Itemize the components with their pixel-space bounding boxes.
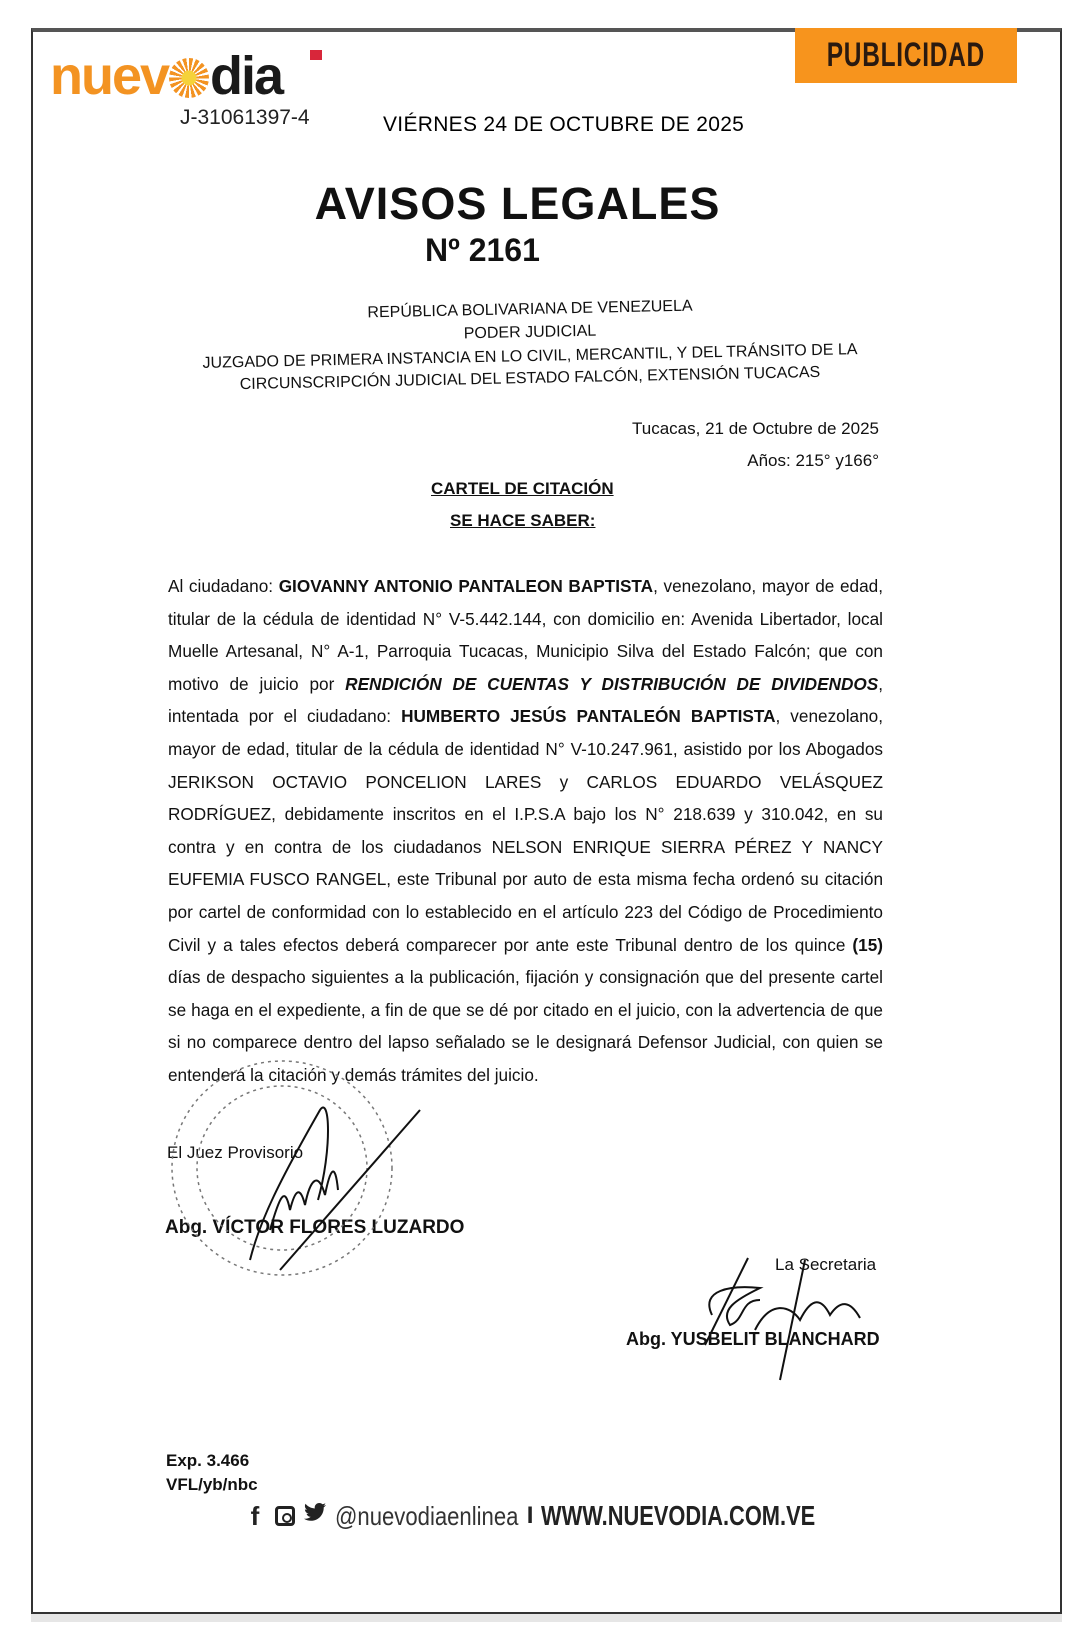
footer-separator: I — [526, 1502, 534, 1529]
body-segment: , venezolano, mayor de edad, titular de la cédula de identidad N° V-5.442.144, con domicilio en: Avenida Libertador, local Muelle Artesanal, N° A-1, Parroquia Tucacas, Municipio Silva del Estado Falcón; que con motivo de juicio por — [168, 576, 884, 694]
court-header-line-2: PODER JUDICIAL — [463, 322, 597, 343]
court-header-line-4: CIRCUNSCRIPCIÓN JUDICIAL DEL ESTADO FALCÓN, EXTENSIÓN TUCACAS — [239, 363, 821, 394]
plaintiff-name: HUMBERTO JESÚS PANTALEÓN BAPTISTA — [401, 706, 776, 727]
website-link[interactable]: WWW.NUEVODIA.COM.VE — [541, 1500, 816, 1531]
frame-shadow — [31, 1614, 1062, 1622]
instagram-icon[interactable] — [275, 1506, 295, 1526]
judge-role: El Juez Provisorio — [167, 1143, 304, 1162]
notice-number: Nº 2161 — [425, 232, 540, 268]
body-segment: Al ciudadano: — [168, 576, 279, 596]
notice-title: CARTEL DE CITACIÓN — [431, 479, 614, 498]
judge-name: Abg. VÍCTOR FLORES LUZARDO — [165, 1217, 465, 1238]
section-badge — [795, 28, 1017, 83]
footer — [243, 1500, 893, 1532]
years-line: Años: 215° y166° — [747, 451, 879, 470]
logo-text-part1: nuev — [50, 46, 169, 106]
company-rif: J-31061397-4 — [180, 106, 310, 129]
defendant-name: GIOVANNY ANTONIO PANTALEON BAPTISTA — [278, 576, 654, 596]
publication-date: VIÉRNES 24 DE OCTUBRE DE 2025 — [383, 113, 745, 136]
place-date: Tucacas, 21 de Octubre de 2025 — [632, 419, 879, 438]
logo-red-accent — [310, 50, 322, 60]
sun-icon — [169, 58, 209, 98]
court-header-line-3: JUZGADO DE PRIMERA INSTANCIA EN LO CIVIL, MERCANTIL, Y DEL TRÁNSITO DE LA — [202, 341, 858, 372]
court-header-line-1: REPÚBLICA BOLIVARIANA DE VENEZUELA — [367, 297, 693, 322]
case-type: RENDICIÓN DE CUENTAS Y DISTRIBUCIÓN DE DIVIDENDOS — [345, 673, 879, 694]
section-title: AVISOS LEGALES — [314, 178, 721, 229]
file-initials: VFL/yb/nbc — [166, 1475, 258, 1494]
days-count: (15) — [852, 934, 883, 955]
body-segment: días de despacho siguientes a la publicación, fijación y consignación que del presente cartel se haga en el expediente, a fin de que se dé por citado en el juicio, con la advertencia de que si no comparece dentro del lapso señalado se le designará Defensor Judicial, con quien se entenderá la citación y demás trámites del juicio. — [168, 967, 883, 1085]
notice-body — [168, 570, 883, 1092]
logo-text-part2: dia — [210, 46, 283, 106]
facebook-icon[interactable]: f — [250, 1500, 260, 1531]
notice-subtitle: SE HACE SABER: — [450, 511, 596, 530]
file-number: Exp. 3.466 — [166, 1451, 250, 1470]
section-badge-label: PUBLICIDAD — [826, 36, 986, 74]
social-handle[interactable]: @nuevodiaenlinea — [335, 1500, 519, 1531]
twitter-icon[interactable] — [303, 1503, 327, 1529]
secretary-name: Abg. YUSBELIT BLANCHARD — [626, 1329, 880, 1349]
secretary-role: La Secretaria — [775, 1255, 877, 1274]
body-segment: , intentada por el ciudadano: — [168, 673, 883, 727]
body-segment: , venezolano, mayor de edad, titular de la cédula de identidad N° V-10.247.961, asistido por los Abogados JERIKSON OCTAVIO PONCELION LARES y CARLOS EDUARDO VELÁSQUEZ RODRÍGUEZ, debidamente inscritos en el I.P.S.A bajo los N° 218.639 y 310.042, en su contra y en contra de los ciudadanos NELSON ENRIQUE SIERRA PÉREZ Y NANCY EUFEMIA FUSCO RANGEL, este Tribunal por auto de esta misma fecha ordenó su citación por cartel de conformidad con lo establecido en el artículo 223 del Código de Procedimiento Civil y a tales efectos deberá comparecer por ante este Tribunal dentro de los quince — [168, 706, 883, 955]
nuevodia-logo — [50, 46, 282, 106]
